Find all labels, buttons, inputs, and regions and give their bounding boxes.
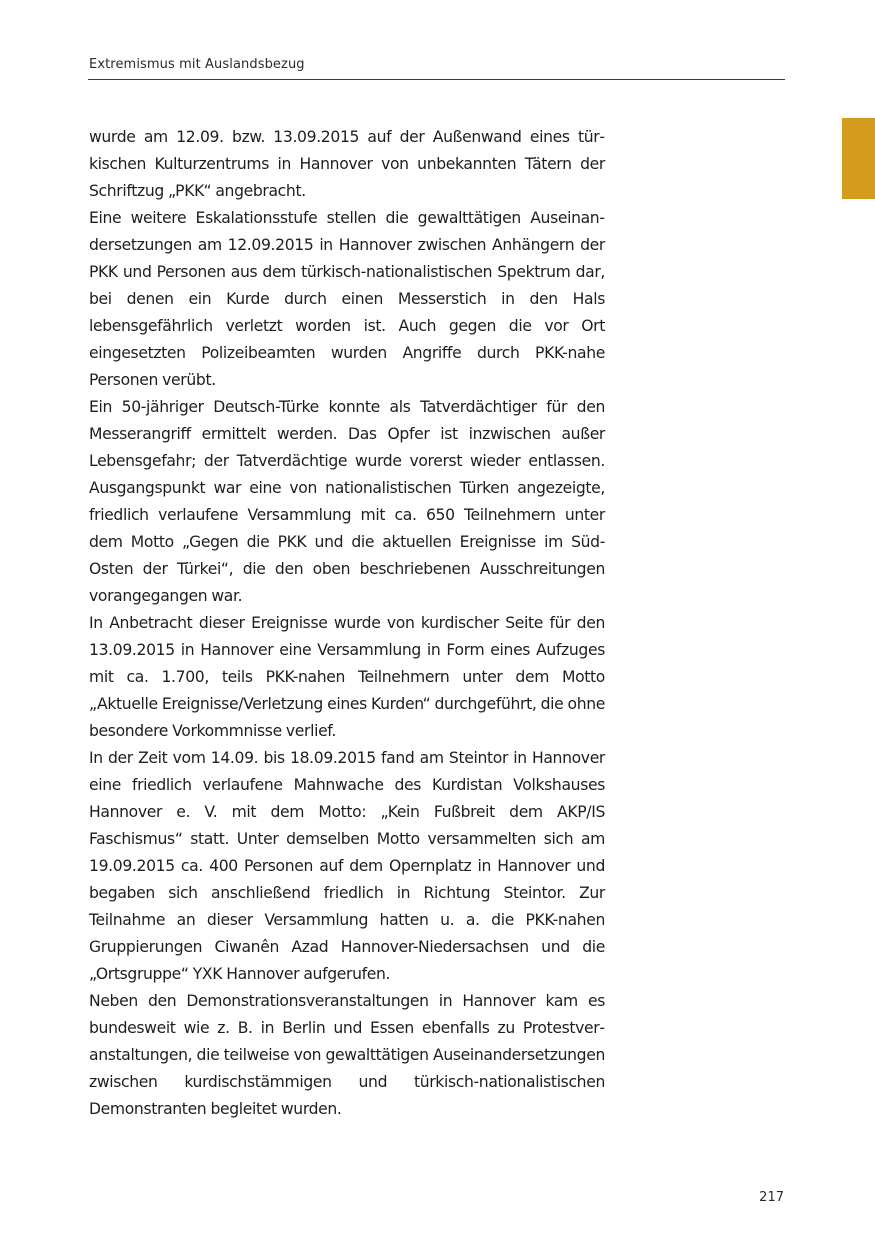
- body-text: [89, 124, 605, 1123]
- paragraph-2: Eine weitere Eskalationsstufe stellen die gewalttätigen Auseinandersetzungen am 12.09.2015 in Hannover zwischen Anhängern der PKK und Personen aus dem türkisch-nationalistischen Spektrum dar, bei denen ein Kurde durch einen Messerstich in den Hals lebensgefährlich verletzt worden ist. Auch gegen die vor Ort eingesetzten Polizeibeamten wurden Angriffe durch PKK-nahe Personen verübt.: [89, 209, 605, 389]
- running-header: Extremismus mit Auslandsbezug: [89, 57, 305, 72]
- paragraph-5: In der Zeit vom 14.09. bis 18.09.2015 fand am Steintor in Hannover eine friedlich verlaufene Mahnwache des Kurdistan Volkshauses Hannover e. V. mit dem Motto: „Kein Fußbreit dem AKP/​IS Faschismus“ statt. Unter demselben Motto versammelten sich am 19.09.2015 ca. 400 Personen auf dem Opernplatz in Hannover und begaben sich anschließend friedlich in Richtung Steintor. Zur Teilnahme an dieser Versammlung hatten u. a. die PKK-nahen Gruppierungen Ciwanên Azad Hannover-Niedersachsen und die „Ortsgruppe“ YXK Hannover aufgerufen.: [89, 749, 605, 983]
- paragraph-3: Ein 50-jähriger Deutsch-Türke konnte als Tatverdächtiger für den Messerangriff ermittelt werden. Das Opfer ist inzwischen außer Lebensgefahr; der Tatverdächtige wurde vorerst wieder entlassen. Ausgangspunkt war eine von nationalistischen Türken angezeigte, friedlich verlaufene Versammlung mit ca. 650 Teilnehmern unter dem Motto „Gegen die PKK und die aktuellen Ereignisse im Süd-Osten der Türkei“, die den oben beschriebenen Ausschreitungen vorangegangen war.: [89, 398, 605, 605]
- header-divider: [88, 79, 785, 80]
- paragraph-6: Neben den Demonstrationsveranstaltungen in Hannover kam es bundesweit wie z. B. in Berlin und Essen ebenfalls zu Protestveranstaltungen, die teilweise von gewalttätigen Auseinandersetzungen zwischen kurdischstämmigen und türkisch-nationalistischen Demonstranten begleitet wurden.: [89, 992, 605, 1118]
- page-number: 217: [759, 1190, 784, 1205]
- chapter-thumb-tab: [842, 118, 875, 199]
- paragraph-4: In Anbetracht dieser Ereignisse wurde von kurdischer Seite für den 13.09.2015 in Hannover eine Versammlung in Form eines Aufzuges mit ca. 1.700, teils PKK-nahen Teilnehmern unter dem Motto „Aktuelle Ereignisse/Verletzung eines Kurden“ durchgeführt, die ohne besondere Vorkommnisse verlief.: [89, 614, 605, 740]
- paragraph-1: wurde am 12.09. bzw. 13.09.2015 auf der Außenwand eines türkischen Kulturzentrums in Hannover von unbekannten Tätern der Schriftzug „PKK“ angebracht.: [89, 128, 605, 200]
